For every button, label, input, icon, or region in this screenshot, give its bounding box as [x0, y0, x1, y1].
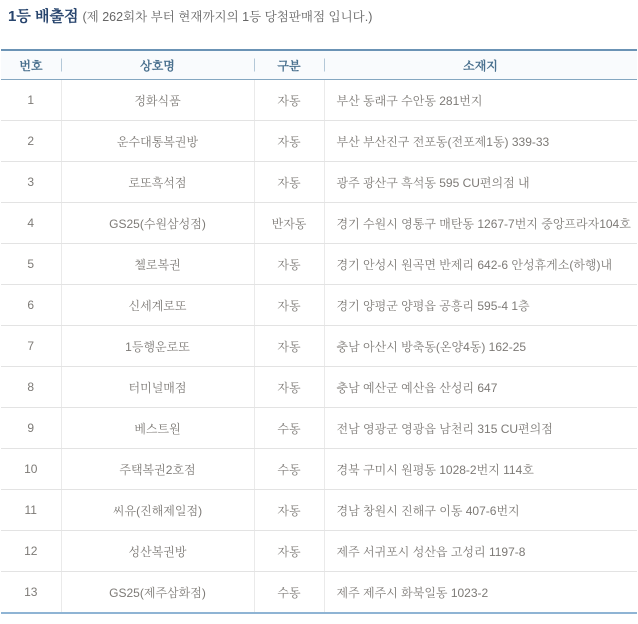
cell-no: 10: [1, 449, 61, 490]
cell-type: 자동: [254, 162, 324, 203]
cell-type: 수동: [254, 408, 324, 449]
table-row: [1, 203, 637, 244]
table-row: [1, 572, 637, 614]
cell-address: 충남 아산시 방축동(온양4동) 162-25: [324, 326, 637, 367]
cell-type: 자동: [254, 285, 324, 326]
cell-name: 로또흑석점: [61, 162, 254, 203]
cell-address: 경남 창원시 진해구 이동 407-6번지: [324, 490, 637, 531]
cell-no: 6: [1, 285, 61, 326]
cell-type: 수동: [254, 572, 324, 614]
cell-no: 2: [1, 121, 61, 162]
cell-address: 부산 부산진구 전포동(전포제1동) 339-33: [324, 121, 637, 162]
table-row: [1, 244, 637, 285]
cell-name: 1등행운로또: [61, 326, 254, 367]
cell-no: 4: [1, 203, 61, 244]
cell-address: 경기 양평군 양평읍 공흥리 595-4 1층: [324, 285, 637, 326]
cell-no: 8: [1, 367, 61, 408]
column-header-type: 구분: [254, 50, 324, 80]
cell-name: 터미널매점: [61, 367, 254, 408]
cell-address: 부산 동래구 수안동 281번지: [324, 80, 637, 121]
cell-address: 광주 광산구 흑석동 595 CU편의점 내: [324, 162, 637, 203]
column-header-address: 소재지: [324, 50, 637, 80]
cell-type: 자동: [254, 367, 324, 408]
column-header-name: 상호명: [61, 50, 254, 80]
cell-type: 자동: [254, 490, 324, 531]
cell-no: 1: [1, 80, 61, 121]
cell-address: 경기 수원시 영통구 매탄동 1267-7번지 중앙프라자104호: [324, 203, 637, 244]
cell-address: 경북 구미시 원평동 1028-2번지 114호: [324, 449, 637, 490]
cell-address: 충남 예산군 예산읍 산성리 647: [324, 367, 637, 408]
cell-address: 제주 서귀포시 성산읍 고성리 1197-8: [324, 531, 637, 572]
cell-no: 11: [1, 490, 61, 531]
table-row: [1, 326, 637, 367]
cell-no: 7: [1, 326, 61, 367]
cell-name: 씨유(진해제일점): [61, 490, 254, 531]
cell-type: 자동: [254, 531, 324, 572]
table-header: [1, 50, 637, 80]
cell-address: 제주 제주시 화북일동 1023-2: [324, 572, 637, 614]
cell-name: 베스트원: [61, 408, 254, 449]
page-subtitle: (제 262회차 부터 현재까지의 1등 당첨판매점 입니다.): [82, 10, 373, 24]
cell-name: 성산복권방: [61, 531, 254, 572]
cell-address: 전남 영광군 영광읍 남천리 315 CU편의점: [324, 408, 637, 449]
table-row: [1, 531, 637, 572]
cell-address: 경기 안성시 원곡면 반제리 642-6 안성휴게소(하행)내: [324, 244, 637, 285]
cell-type: 자동: [254, 244, 324, 285]
cell-name: GS25(수원삼성점): [61, 203, 254, 244]
cell-no: 12: [1, 531, 61, 572]
column-header-no: 번호: [1, 50, 61, 80]
cell-no: 5: [1, 244, 61, 285]
cell-name: 운수대통복권방: [61, 121, 254, 162]
cell-type: 자동: [254, 80, 324, 121]
table-row: [1, 80, 637, 121]
winning-stores-table: [1, 49, 637, 614]
cell-type: 수동: [254, 449, 324, 490]
cell-type: 반자동: [254, 203, 324, 244]
cell-name: 첼로복권: [61, 244, 254, 285]
cell-no: 9: [1, 408, 61, 449]
table-header-row: [1, 50, 637, 80]
table-row: [1, 449, 637, 490]
table-row: [1, 162, 637, 203]
cell-name: 신세계로또: [61, 285, 254, 326]
table-row: [1, 121, 637, 162]
cell-no: 3: [1, 162, 61, 203]
cell-name: GS25(제주삼화점): [61, 572, 254, 614]
cell-name: 정화식품: [61, 80, 254, 121]
table-body: [1, 80, 637, 614]
cell-name: 주택복권2호점: [61, 449, 254, 490]
page-header: [0, 0, 638, 26]
table-row: [1, 490, 637, 531]
table-row: [1, 408, 637, 449]
cell-no: 13: [24, 585, 38, 599]
table-row: [1, 285, 637, 326]
cell-type: 자동: [254, 326, 324, 367]
cell-type: 자동: [254, 121, 324, 162]
page-title: 1등 배출점: [8, 8, 79, 25]
table-row: [1, 367, 637, 408]
